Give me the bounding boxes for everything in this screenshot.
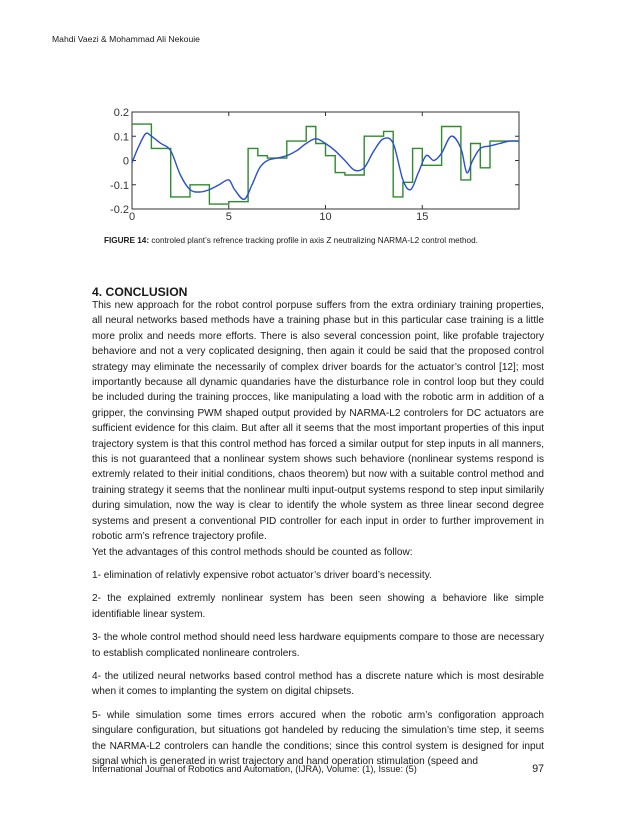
x-tick-label: 15 [416,211,429,222]
conclusion-paragraph: This new approach for the robot control porpuse suffers from the extra ordiniary training properties, all neural networks based methods have a training phase but in this particular case training is a little more prolix and needs more efforts. There is also several concession point, like profable trajectory behaviore and not a very coplicated designing, then again it could be said that the proposed control strategy may eliminate the necessarily of complex driver boards for the actuator’s control [12]; most importantly because all dynamic quandaries have the disturbance role in control loop but they could be included during the training procces, like manipulating a load with the robotic arm in addition of a gripper, the convinsing PWM shaped output provided by NARMA-L2 controlers for DC actuators are sufficient evidence for this claim. But after all it seems that the most important properties of this input trajectory system is that this control method has forced a similar output for step inputs in all manners, this is not guaranteed that a nonlinear system shows such behaviore (nonlinear systems respond is extremly related to their initial conditions, chaos theorem) but now with a suitable control method and training strategy it seems that the nonlinear multi input-output systems respond to step input similarily during simulation, now the way is clear to identify the whole system as three linear second degree systems and present a conventional PID controller for each input in order to further improvement in robotic arm’s refrence trajectory profile. [92,300,544,543]
advantages-intro: Yet the advantages of this control methods should be counted as follow: [92,546,413,558]
advantage-item-3: 3- the whole control method should need less hardware equipments compare to those are necessary to establish complicated nonlineare controlers. [92,632,544,659]
section-body [92,298,544,769]
advantage-item-5: 5- while simulation some times errors accured when the robotic arm’s configoration approach singulare configuration, but situations got handeled by reducing the simulation’s time step, it seems the NARMA-L2 controlers can handle the conditions; since this control system is designed for input signal which is generated in wrist trajectory and hand operation stimulation (speed and [92,709,544,767]
journal-citation: International Journal of Robotics and Automation, (IJRA), Volume: (1), Issue: (5) [92,764,417,774]
y-tick-label: -0.2 [110,204,129,216]
tracking-profile-chart [95,100,527,222]
figure-14 [95,100,527,222]
figure-caption-text: controled plant’s refrence tracking profile in axis Z neutralizing NARMA-L2 control method. [151,236,478,245]
y-tick-label: 0.2 [113,107,129,119]
reference-step-line [132,124,519,204]
x-tick-label: 5 [225,211,232,222]
y-tick-label: 0 [122,155,129,168]
x-tick-label: 0 [128,211,136,222]
figure-caption [104,236,544,245]
advantage-item-2: 2- the explained extremly nonlinear system has been seen showing a behaviore like simple identifiable linear system. [92,593,544,620]
y-tick-label: -0.1 [110,179,129,192]
x-tick-label: 10 [319,211,332,222]
page-number: 97 [532,763,544,775]
running-footer [92,764,544,774]
advantage-item-4: 4- the utilized neural networks based control method has a discrete nature which is most desirable when it comes to implanting the system on digital chipsets. [92,670,544,698]
y-tick-label: 0.1 [113,131,129,144]
figure-caption-label: FIGURE 14: [104,236,150,245]
section-title: 4. CONCLUSION [92,285,188,299]
advantage-item-1: 1- elimination of relativly expensive robot actuator’s driver board’s necessity. [92,569,432,581]
running-header: Mahdi Vaezi & Mohammad Ali Nekouie [52,34,200,44]
